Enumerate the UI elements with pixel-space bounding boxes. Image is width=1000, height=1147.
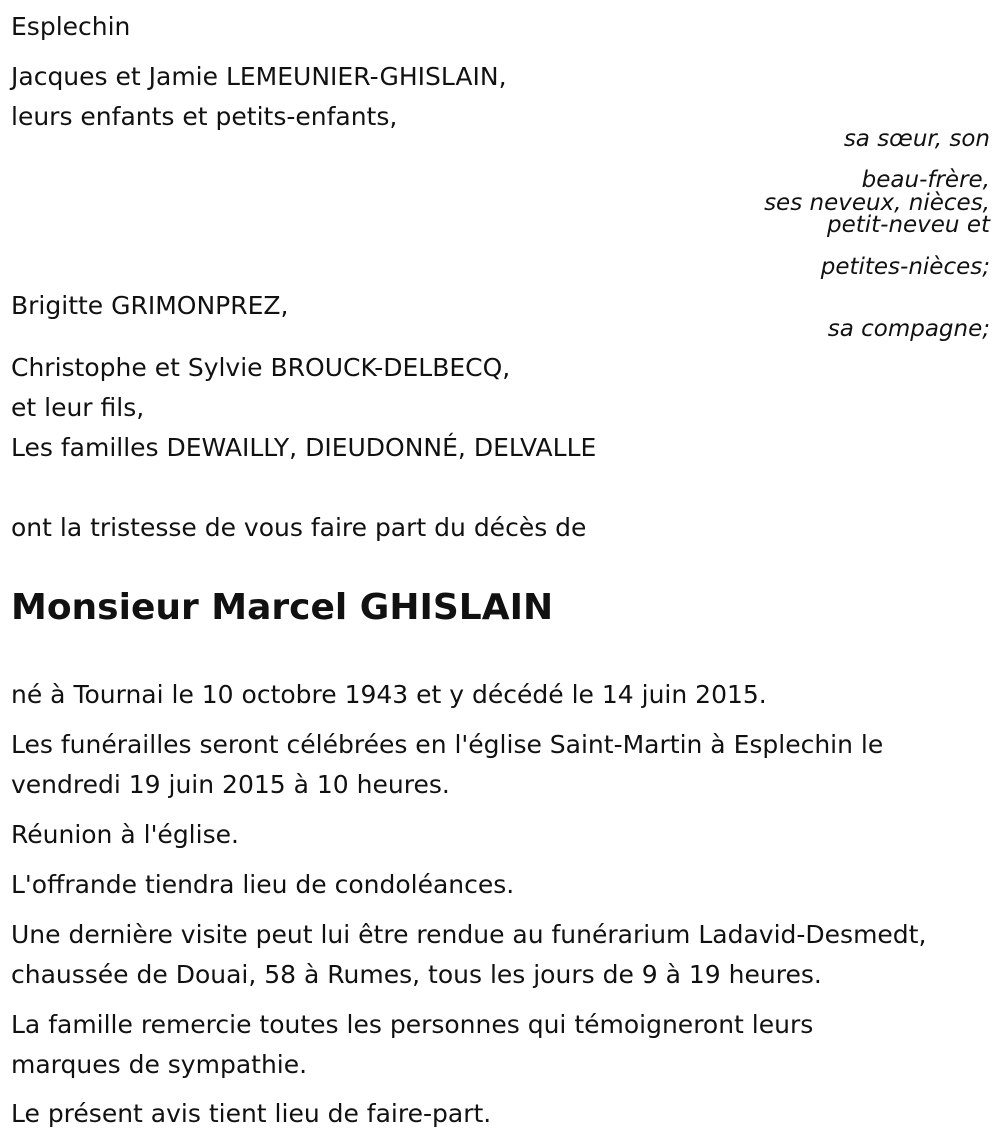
detail-line-8: La famille remercie toutes les personnes qui témoigneront leurs bbox=[11, 1010, 814, 1039]
detail-line-5: L'offrande tiendra lieu de condoléances. bbox=[11, 870, 515, 899]
family-relation-3: ses neveux, nièces, bbox=[764, 190, 990, 216]
detail-line-2: Les funérailles seront célébrées en l'église Saint-Martin à Esplechin le bbox=[11, 730, 884, 759]
detail-line-6: Une dernière visite peut lui être rendue au funérarium Ladavid-Desmedt, bbox=[11, 920, 927, 949]
detail-line-9: marques de sympathie. bbox=[11, 1050, 308, 1079]
family-relation-4: petit-neveu et bbox=[826, 212, 990, 238]
others-line-3: Les familles DEWAILLY, DIEUDONNÉ, DELVALLE bbox=[11, 433, 597, 462]
family-relation-2: beau-frère, bbox=[861, 167, 990, 193]
companion-name: Brigitte GRIMONPREZ, bbox=[11, 291, 289, 320]
family-relation-5: petites-nièces; bbox=[820, 254, 990, 280]
detail-line-7: chaussée de Douai, 58 à Rumes, tous les jours de 9 à 19 heures. bbox=[11, 960, 822, 989]
others-line-2: et leur fils, bbox=[11, 393, 145, 422]
detail-line-1: né à Tournai le 10 octobre 1943 et y décédé le 14 juin 2015. bbox=[11, 680, 767, 709]
detail-line-10: Le présent avis tient lieu de faire-part. bbox=[11, 1099, 492, 1128]
deceased-name: Monsieur Marcel GHISLAIN bbox=[11, 587, 554, 628]
others-line-1: Christophe et Sylvie BROUCK-DELBECQ, bbox=[11, 353, 511, 382]
companion-relation: sa compagne; bbox=[827, 316, 990, 342]
announcement-text: ont la tristesse de vous faire part du décès de bbox=[11, 513, 587, 542]
detail-line-3: vendredi 19 juin 2015 à 10 heures. bbox=[11, 770, 450, 799]
family-line-2: leurs enfants et petits-enfants, bbox=[11, 102, 398, 131]
family-relation-1: sa sœur, son bbox=[843, 126, 990, 152]
detail-line-4: Réunion à l'église. bbox=[11, 820, 239, 849]
family-line-1: Jacques et Jamie LEMEUNIER-GHISLAIN, bbox=[11, 62, 507, 91]
location-text: Esplechin bbox=[11, 12, 131, 41]
